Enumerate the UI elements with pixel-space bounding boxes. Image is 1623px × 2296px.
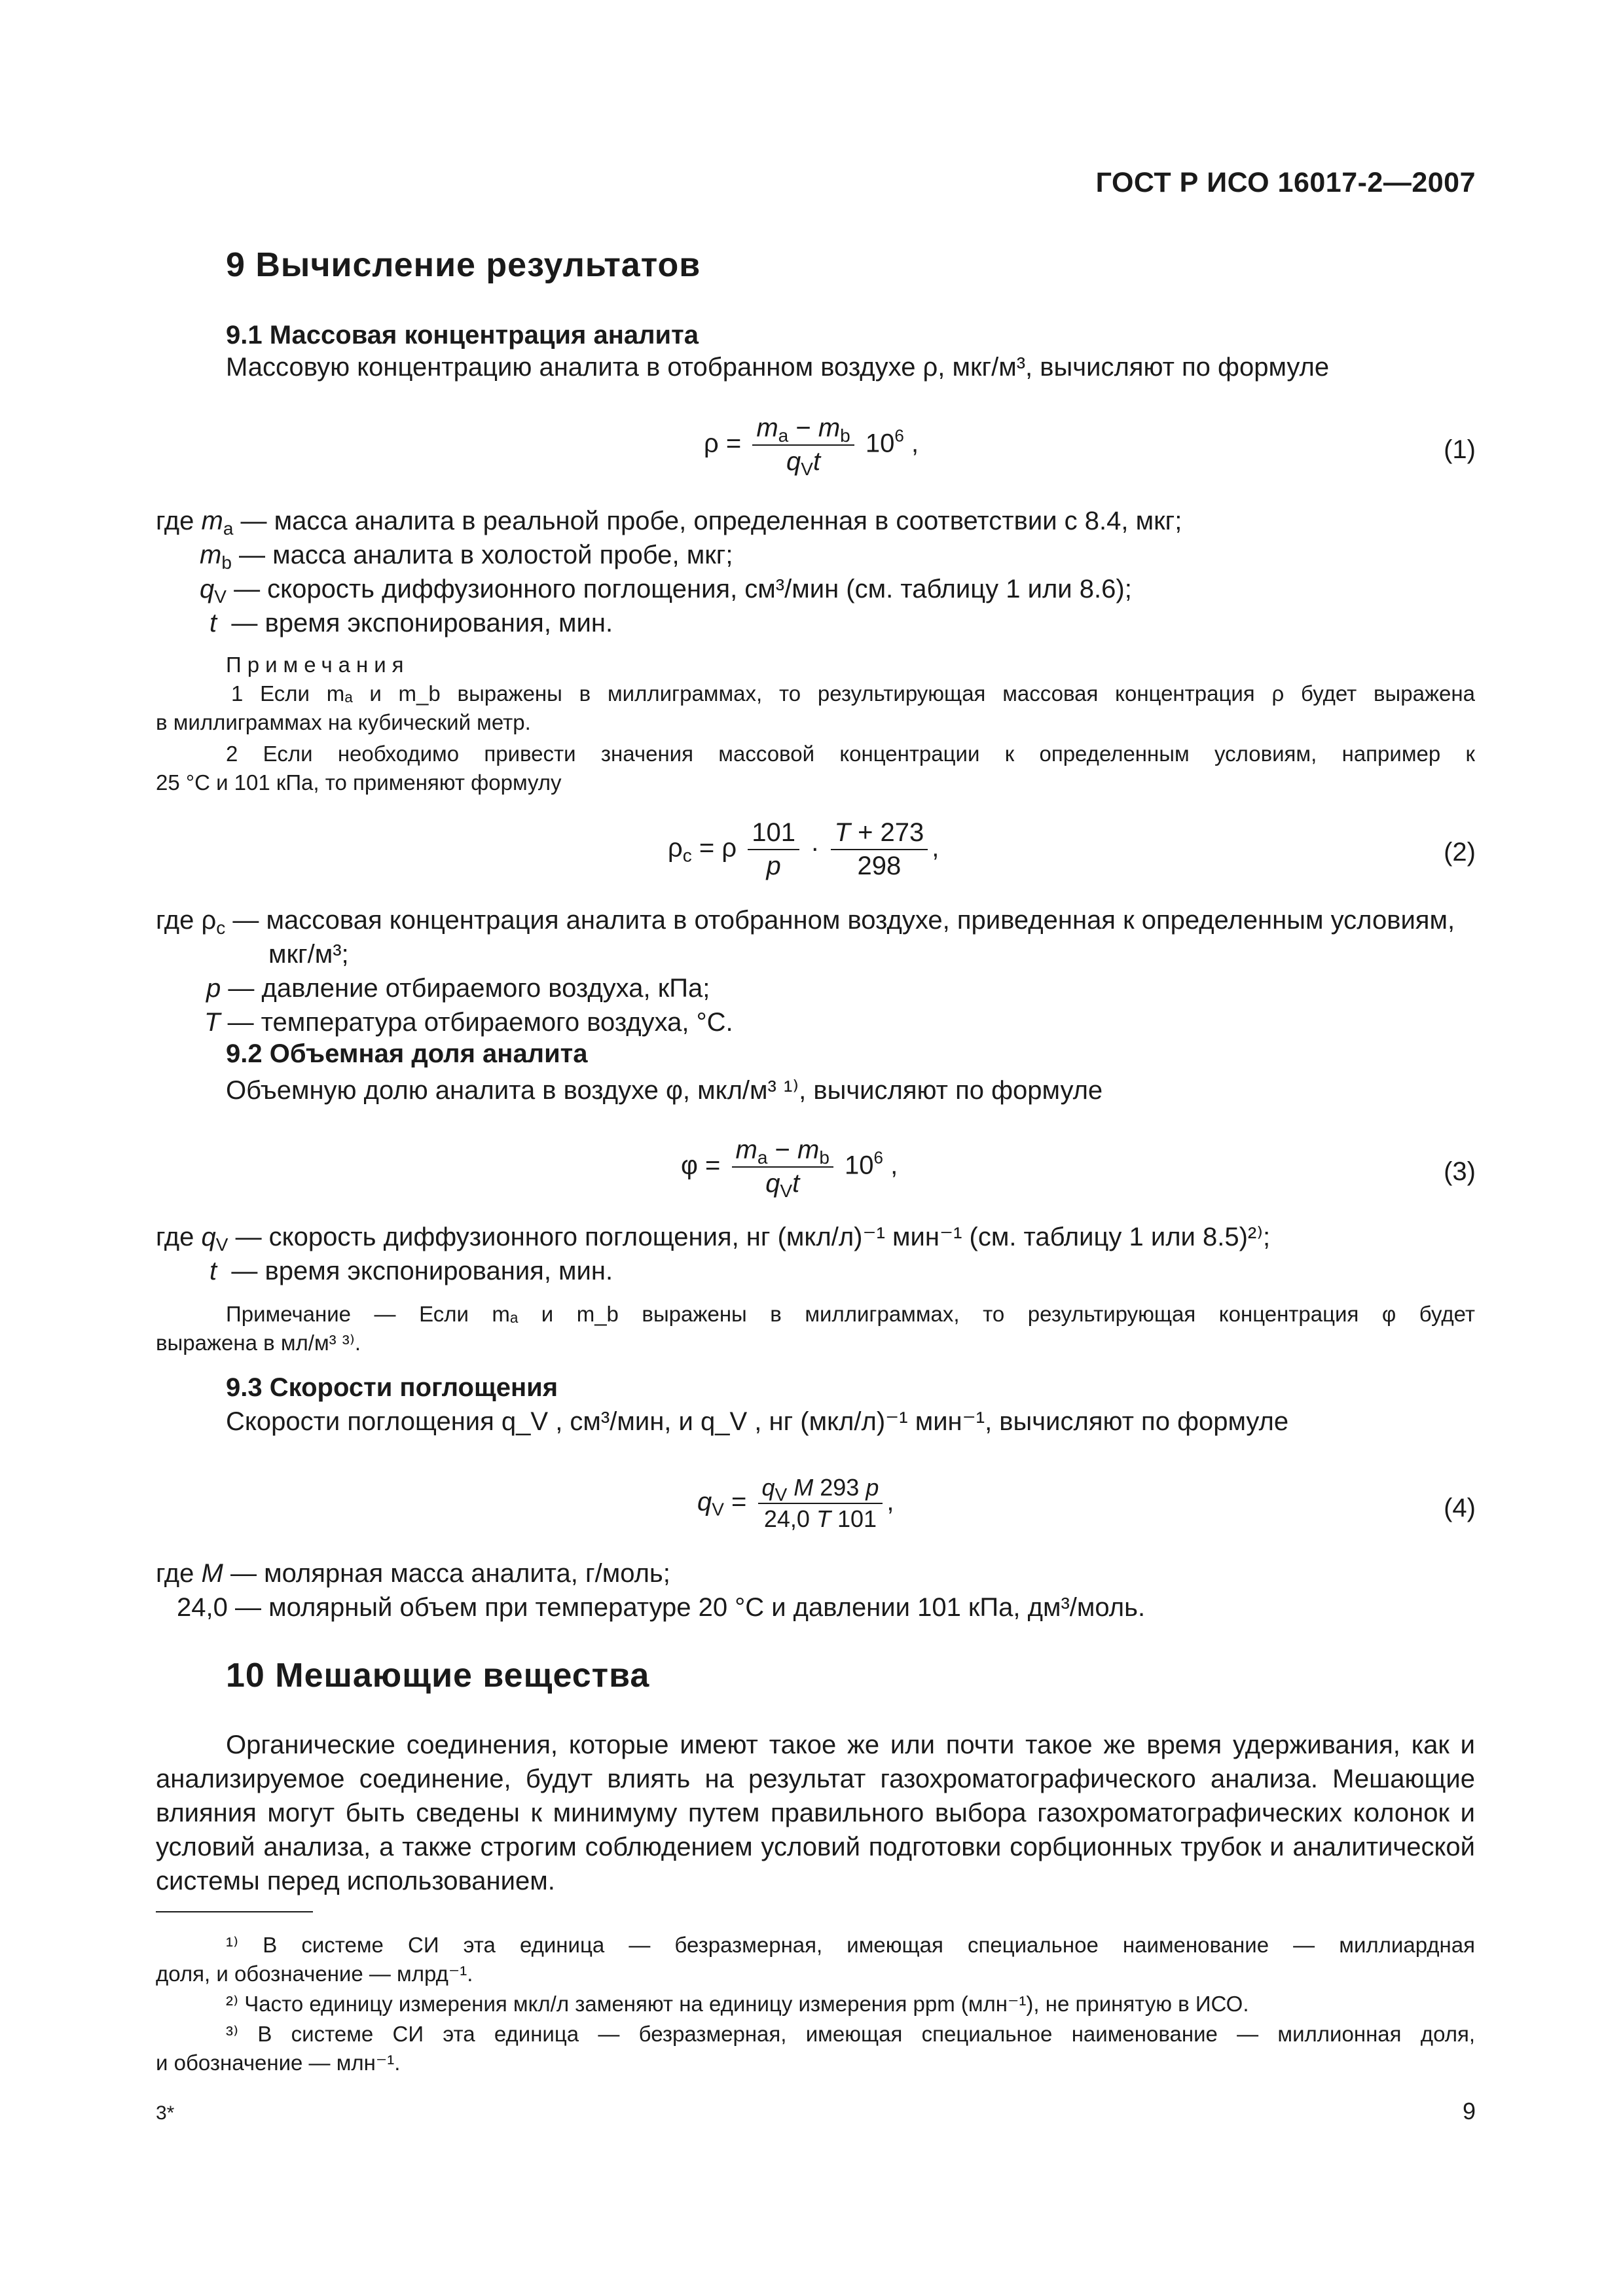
where-3-q: где $q_V$ — скорость диффузионного поглощения, нг (мкл/л)⁻¹ мин⁻¹ (см. таблицу 1 или 8.5)²⁾;	[156, 1223, 1271, 1255]
equation-number-2: (2)	[1444, 838, 1476, 867]
where-1-b: $m_b$ — масса аналита в холостой пробе, мкг;	[200, 541, 733, 573]
section-10-body: Органические соединения, которые имеют такое же или почти такое же время удерживания, как и анализируемое соединение, будут влиять на результат газохроматографического анализа. Мешающие влияния могут быть сведены к минимуму путем правильного выбора газохроматографических колонок и условий анализа, а также строгим соблюдением условий подготовки сорбционных трубок и аналитической системы перед использованием.	[156, 1731, 1475, 1895]
note-3-line-1: Примечание — Если mₐ и m_b выражены в миллиграммах, то результирующая концентрация φ будет	[226, 1302, 1475, 1326]
note-3-line-2: выражена в мл/м³ ³⁾.	[156, 1331, 361, 1355]
section-9-title: 9 Вычисление результатов	[226, 246, 701, 284]
where-4-M: где M — молярная масса аналита, г/моль;	[156, 1559, 670, 1588]
where-2-rho: где $\rho_c$ — массовая концентрация аналита в отобранном воздухе, приведенная к определенным условиям,	[156, 906, 1455, 938]
notes-title: Примечания	[226, 653, 410, 677]
footnote-1-line-1: ¹⁾ В системе СИ эта единица — безразмерная, имеющая специальное наименование — миллиардная	[226, 1933, 1475, 1957]
footnote-3-line-1: ³⁾ В системе СИ эта единица — безразмерная, имеющая специальное наименование — миллионная доля,	[226, 2022, 1475, 2046]
where-1-a: где $m_a$ — масса аналита в реальной пробе, определенная в соответствии с 8.4, мкг;	[156, 507, 1182, 539]
where-4-24: 24,0 — молярный объем при температуре 20 °С и давлении 101 кПа, дм³/моль.	[177, 1593, 1146, 1622]
subsection-9-3-intro: Скорости поглощения q_V , см³/мин, и q_V , нг (мкл/л)⁻¹ мин⁻¹, вычисляют по формуле	[226, 1407, 1289, 1436]
where-2-rho-cont: мкг/м³;	[268, 940, 349, 969]
footnote-separator	[156, 1911, 313, 1912]
equation-number-1: (1)	[1444, 435, 1476, 464]
section-10-title: 10 Мешающие вещества	[226, 1657, 650, 1695]
where-2-p: p — давление отбираемого воздуха, кПа;	[206, 974, 710, 1003]
note-1-line-1: 1 Если mₐ и m_b выражены в миллиграммах, то результирующая массовая концентрация ρ будет выражена	[231, 681, 1475, 706]
footer-signature-mark: 3*	[156, 2102, 175, 2124]
note-2-line-2: 25 °С и 101 кПа, то применяют формулу	[156, 770, 562, 795]
equation-number-3: (3)	[1444, 1157, 1476, 1186]
document-header: ГОСТ Р ИСО 16017-2—2007	[1095, 167, 1476, 198]
footnote-3-line-2: и обозначение — млн⁻¹.	[156, 2051, 401, 2075]
subsection-9-1-title: 9.1 Массовая концентрация аналита	[226, 321, 699, 350]
where-3-t: t — время экспонирования, мин.	[210, 1257, 613, 1285]
formula-4: $q_V$ = $\frac{q_V M 293 p}{24,0 T 101}$ ,	[697, 1474, 894, 1532]
note-1-line-2: в миллиграммах на кубический метр.	[156, 710, 531, 734]
subsection-9-3-title: 9.3 Скорости поглощения	[226, 1373, 558, 1402]
formula-3: φ = $\frac{m_a - m_b}{q_Vt}$ $10^6$ ,	[681, 1136, 898, 1201]
where-1-q: $q_V$ — скорость диффузионного поглощения, см³/мин (см. таблицу 1 или 8.6);	[200, 575, 1132, 607]
where-1-t: t — время экспонирования, мин.	[210, 609, 613, 637]
page-number: 9	[1462, 2098, 1476, 2125]
equation-number-4: (4)	[1444, 1494, 1476, 1522]
where-2-T: T — температура отбираемого воздуха, °С.	[204, 1008, 733, 1037]
subsection-9-1-intro: Массовую концентрацию аналита в отобранном воздухе ρ, мкг/м³, вычисляют по формуле	[226, 353, 1330, 382]
note-2-line-1: 2 Если необходимо привести значения массовой концентрации к определенным условиям, например к	[226, 742, 1475, 766]
footnote-1-line-2: доля, и обозначение — млрд⁻¹.	[156, 1962, 473, 1986]
subsection-9-2-intro: Объемную долю аналита в воздухе φ, мкл/м³ ¹⁾, вычисляют по формуле	[226, 1076, 1103, 1105]
formula-1: ρ = $\frac{m_a - m_b}{q_Vt}$ $10^6$ ,	[704, 414, 919, 479]
formula-2: $\rho_c = \rho$ $\frac{101}{p}$ · $\frac{T + 273}{298}$ ,	[668, 818, 939, 880]
footnote-2: ²⁾ Часто единицу измерения мкл/л заменяют на единицу измерения ppm (млн⁻¹), не принятую в ИСО.	[226, 1992, 1249, 2016]
subsection-9-2-title: 9.2 Объемная доля аналита	[226, 1039, 588, 1068]
